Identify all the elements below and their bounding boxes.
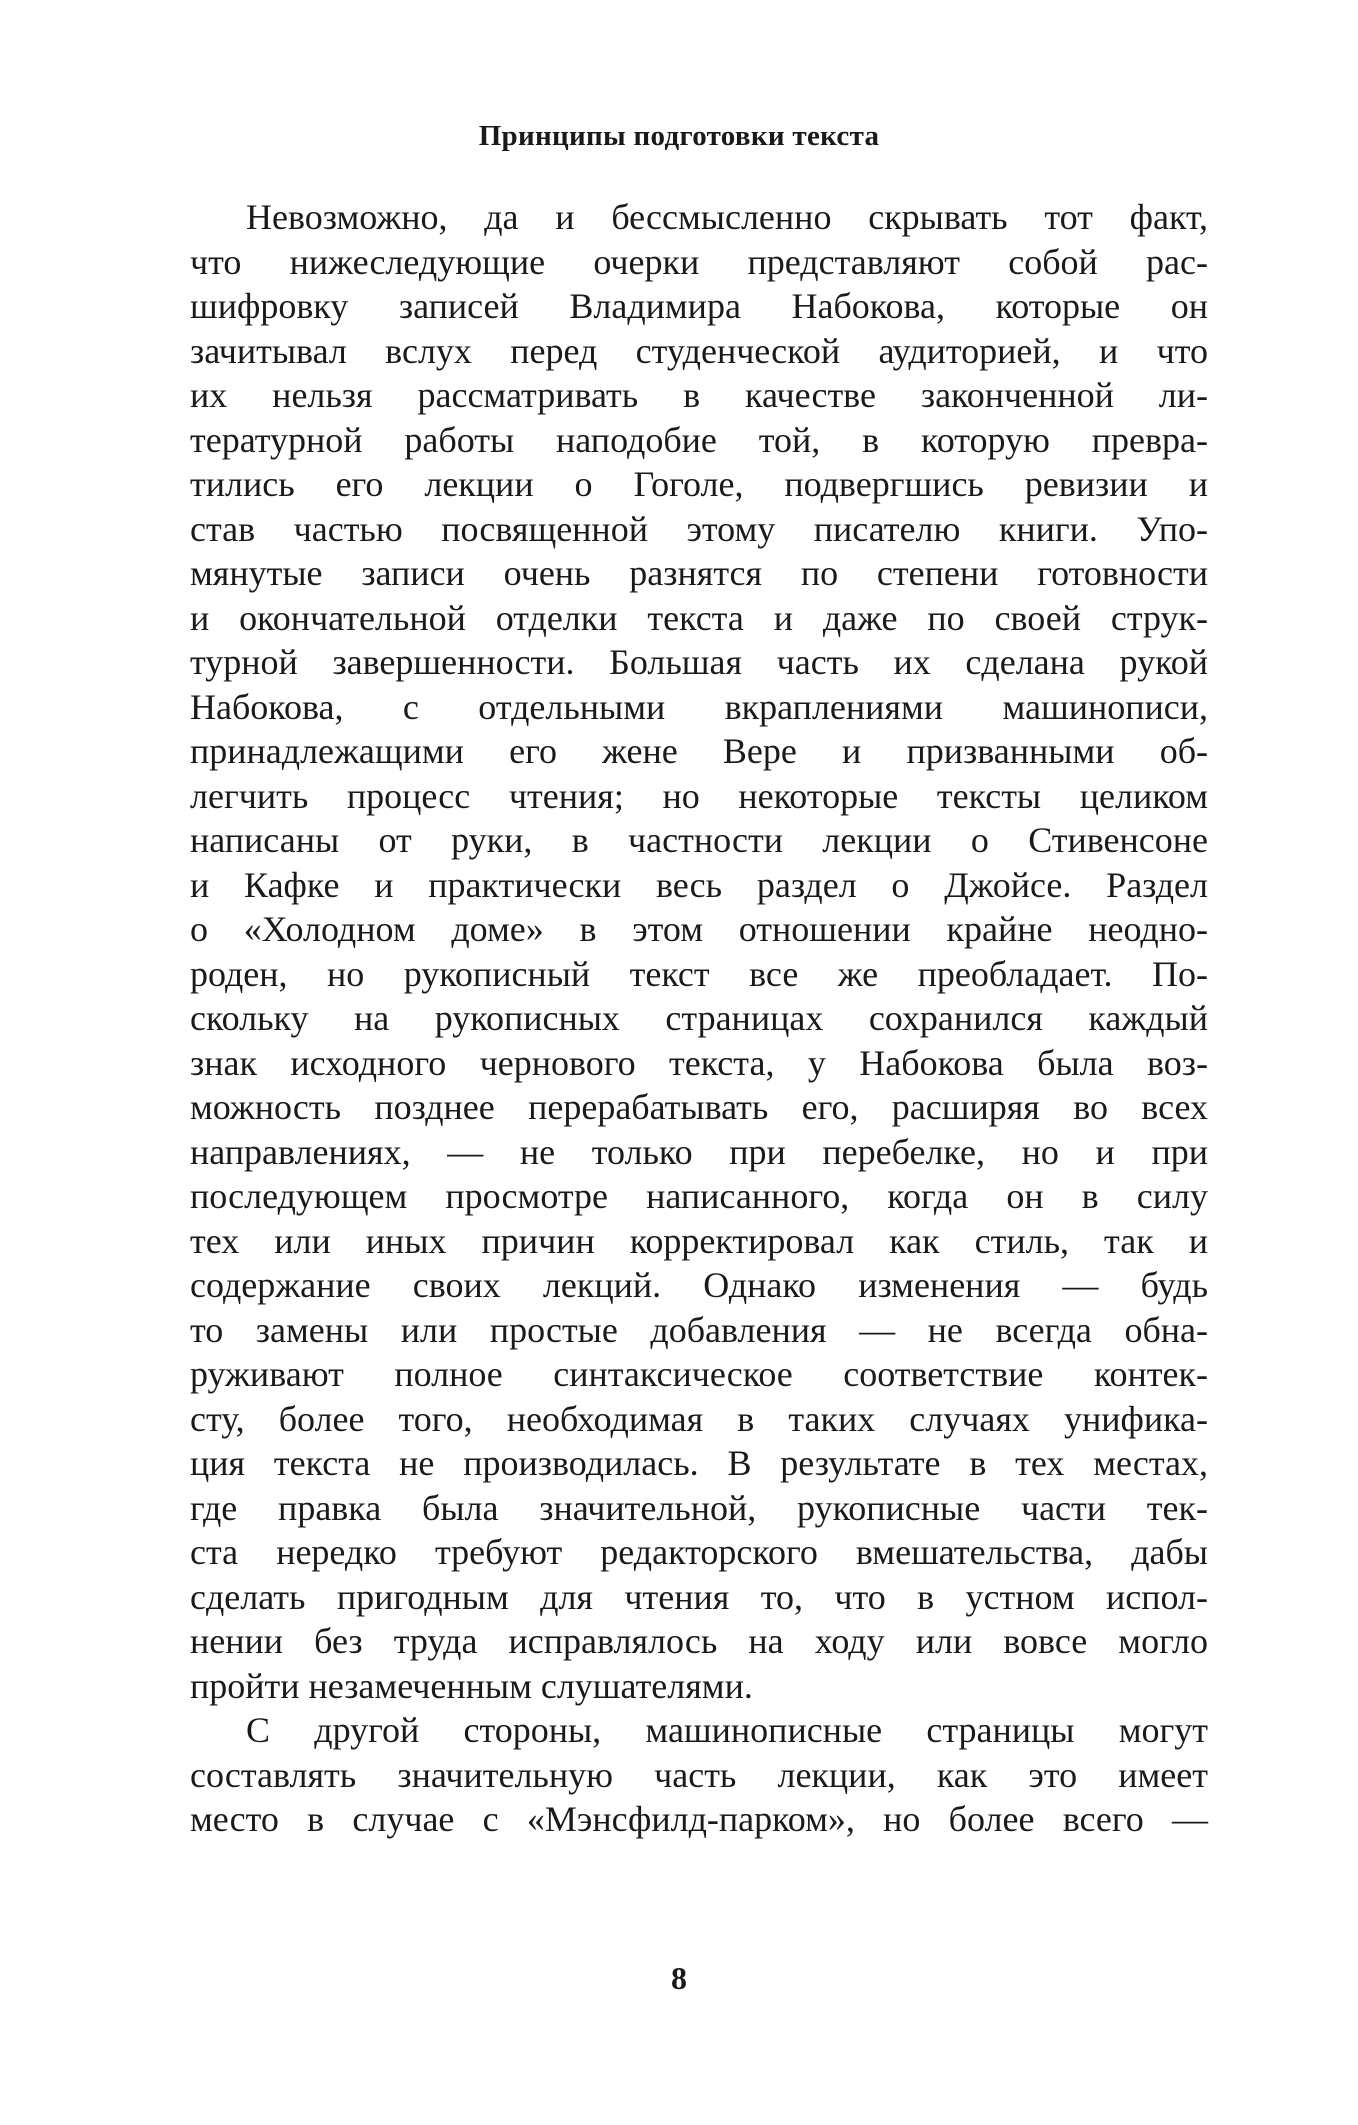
text-line: их нельзя рассматривать в качестве законченной ли-	[190, 375, 1208, 415]
text-line: роден, но рукописный текст все же преобладает. По-	[190, 953, 1208, 994]
text-line: ция текста не производилась. В результате в тех местах,	[190, 1443, 1208, 1483]
text-line: место в случае с «Мэнсфилд-парком», но более всего —	[190, 1799, 1208, 1839]
paragraph	[190, 1708, 1208, 1842]
page-number: 8	[671, 1960, 687, 1996]
text-line: и Кафке и практически весь раздел о Джойсе. Раздел	[190, 864, 1208, 905]
text-line: что нижеследующие очерки представляют собой рас-	[190, 241, 1208, 282]
text-line: сделать пригодным для чтения то, что в устном испол-	[190, 1576, 1208, 1617]
running-head: Принципы подготовки текста	[478, 120, 880, 152]
text-line: знак исходного чернового текста, у Набокова была воз-	[190, 1042, 1208, 1083]
text-line: последующем просмотре написанного, когда он в силу	[190, 1176, 1208, 1216]
text-line: зачитывал вслух перед студенческой аудиторией, и что	[190, 330, 1208, 371]
text-line: Невозможно, да и бессмысленно скрывать тот факт,	[246, 197, 1208, 237]
text-line: С другой стороны, машинописные страницы могут	[246, 1710, 1208, 1750]
text-line: принадлежащими его жене Вере и призванными об-	[190, 731, 1208, 771]
text-line: тературной работы наподобие той, в которую превра-	[190, 419, 1208, 460]
text-line: и окончательной отделки текста и даже по своей струк-	[190, 597, 1208, 638]
text-line: то замены или простые добавления — не всегда обна-	[190, 1309, 1208, 1350]
text-line: направлениях, — не только при перебелке, но и при	[190, 1131, 1208, 1172]
text-line: содержание своих лекций. Однако изменения — будь	[190, 1265, 1208, 1305]
text-line: о «Холодном доме» в этом отношении крайне неодно-	[190, 909, 1208, 949]
body-text	[190, 195, 1208, 1842]
paragraph	[190, 195, 1208, 1708]
text-line: скольку на рукописных страницах сохранился каждый	[190, 998, 1208, 1038]
text-line: можность позднее перерабатывать его, расширяя во всех	[190, 1087, 1208, 1127]
text-line: сту, более того, необходимая в таких случаях унифика-	[190, 1398, 1208, 1439]
text-line: турной завершенности. Большая часть их сделана рукой	[190, 642, 1208, 682]
text-line: руживают полное синтаксическое соответствие контек-	[190, 1354, 1208, 1394]
text-line: пройти незамеченным слушателями.	[190, 1665, 753, 1706]
text-line: тились его лекции о Гоголе, подвергшись ревизии и	[190, 464, 1208, 504]
text-line: шифровку записей Владимира Набокова, которые он	[190, 286, 1208, 326]
text-line: Набокова, с отдельными вкраплениями машинописи,	[190, 686, 1208, 727]
text-line: ста нередко требуют редакторского вмешательства, дабы	[190, 1532, 1208, 1572]
text-line: став частью посвященной этому писателю книги. Упо-	[190, 508, 1208, 549]
text-line: тех или иных причин корректировал как стиль, так и	[190, 1220, 1208, 1261]
text-line: мянутые записи очень разнятся по степени готовности	[190, 553, 1208, 593]
text-line: написаны от руки, в частности лекции о Стивенсоне	[190, 820, 1208, 860]
text-line: легчить процесс чтения; но некоторые тексты целиком	[190, 775, 1208, 816]
text-line: составлять значительную часть лекции, как это имеет	[190, 1754, 1208, 1795]
text-line: нении без труда исправлялось на ходу или вовсе могло	[190, 1621, 1208, 1661]
text-line: где правка была значительной, рукописные части тек-	[190, 1487, 1208, 1528]
